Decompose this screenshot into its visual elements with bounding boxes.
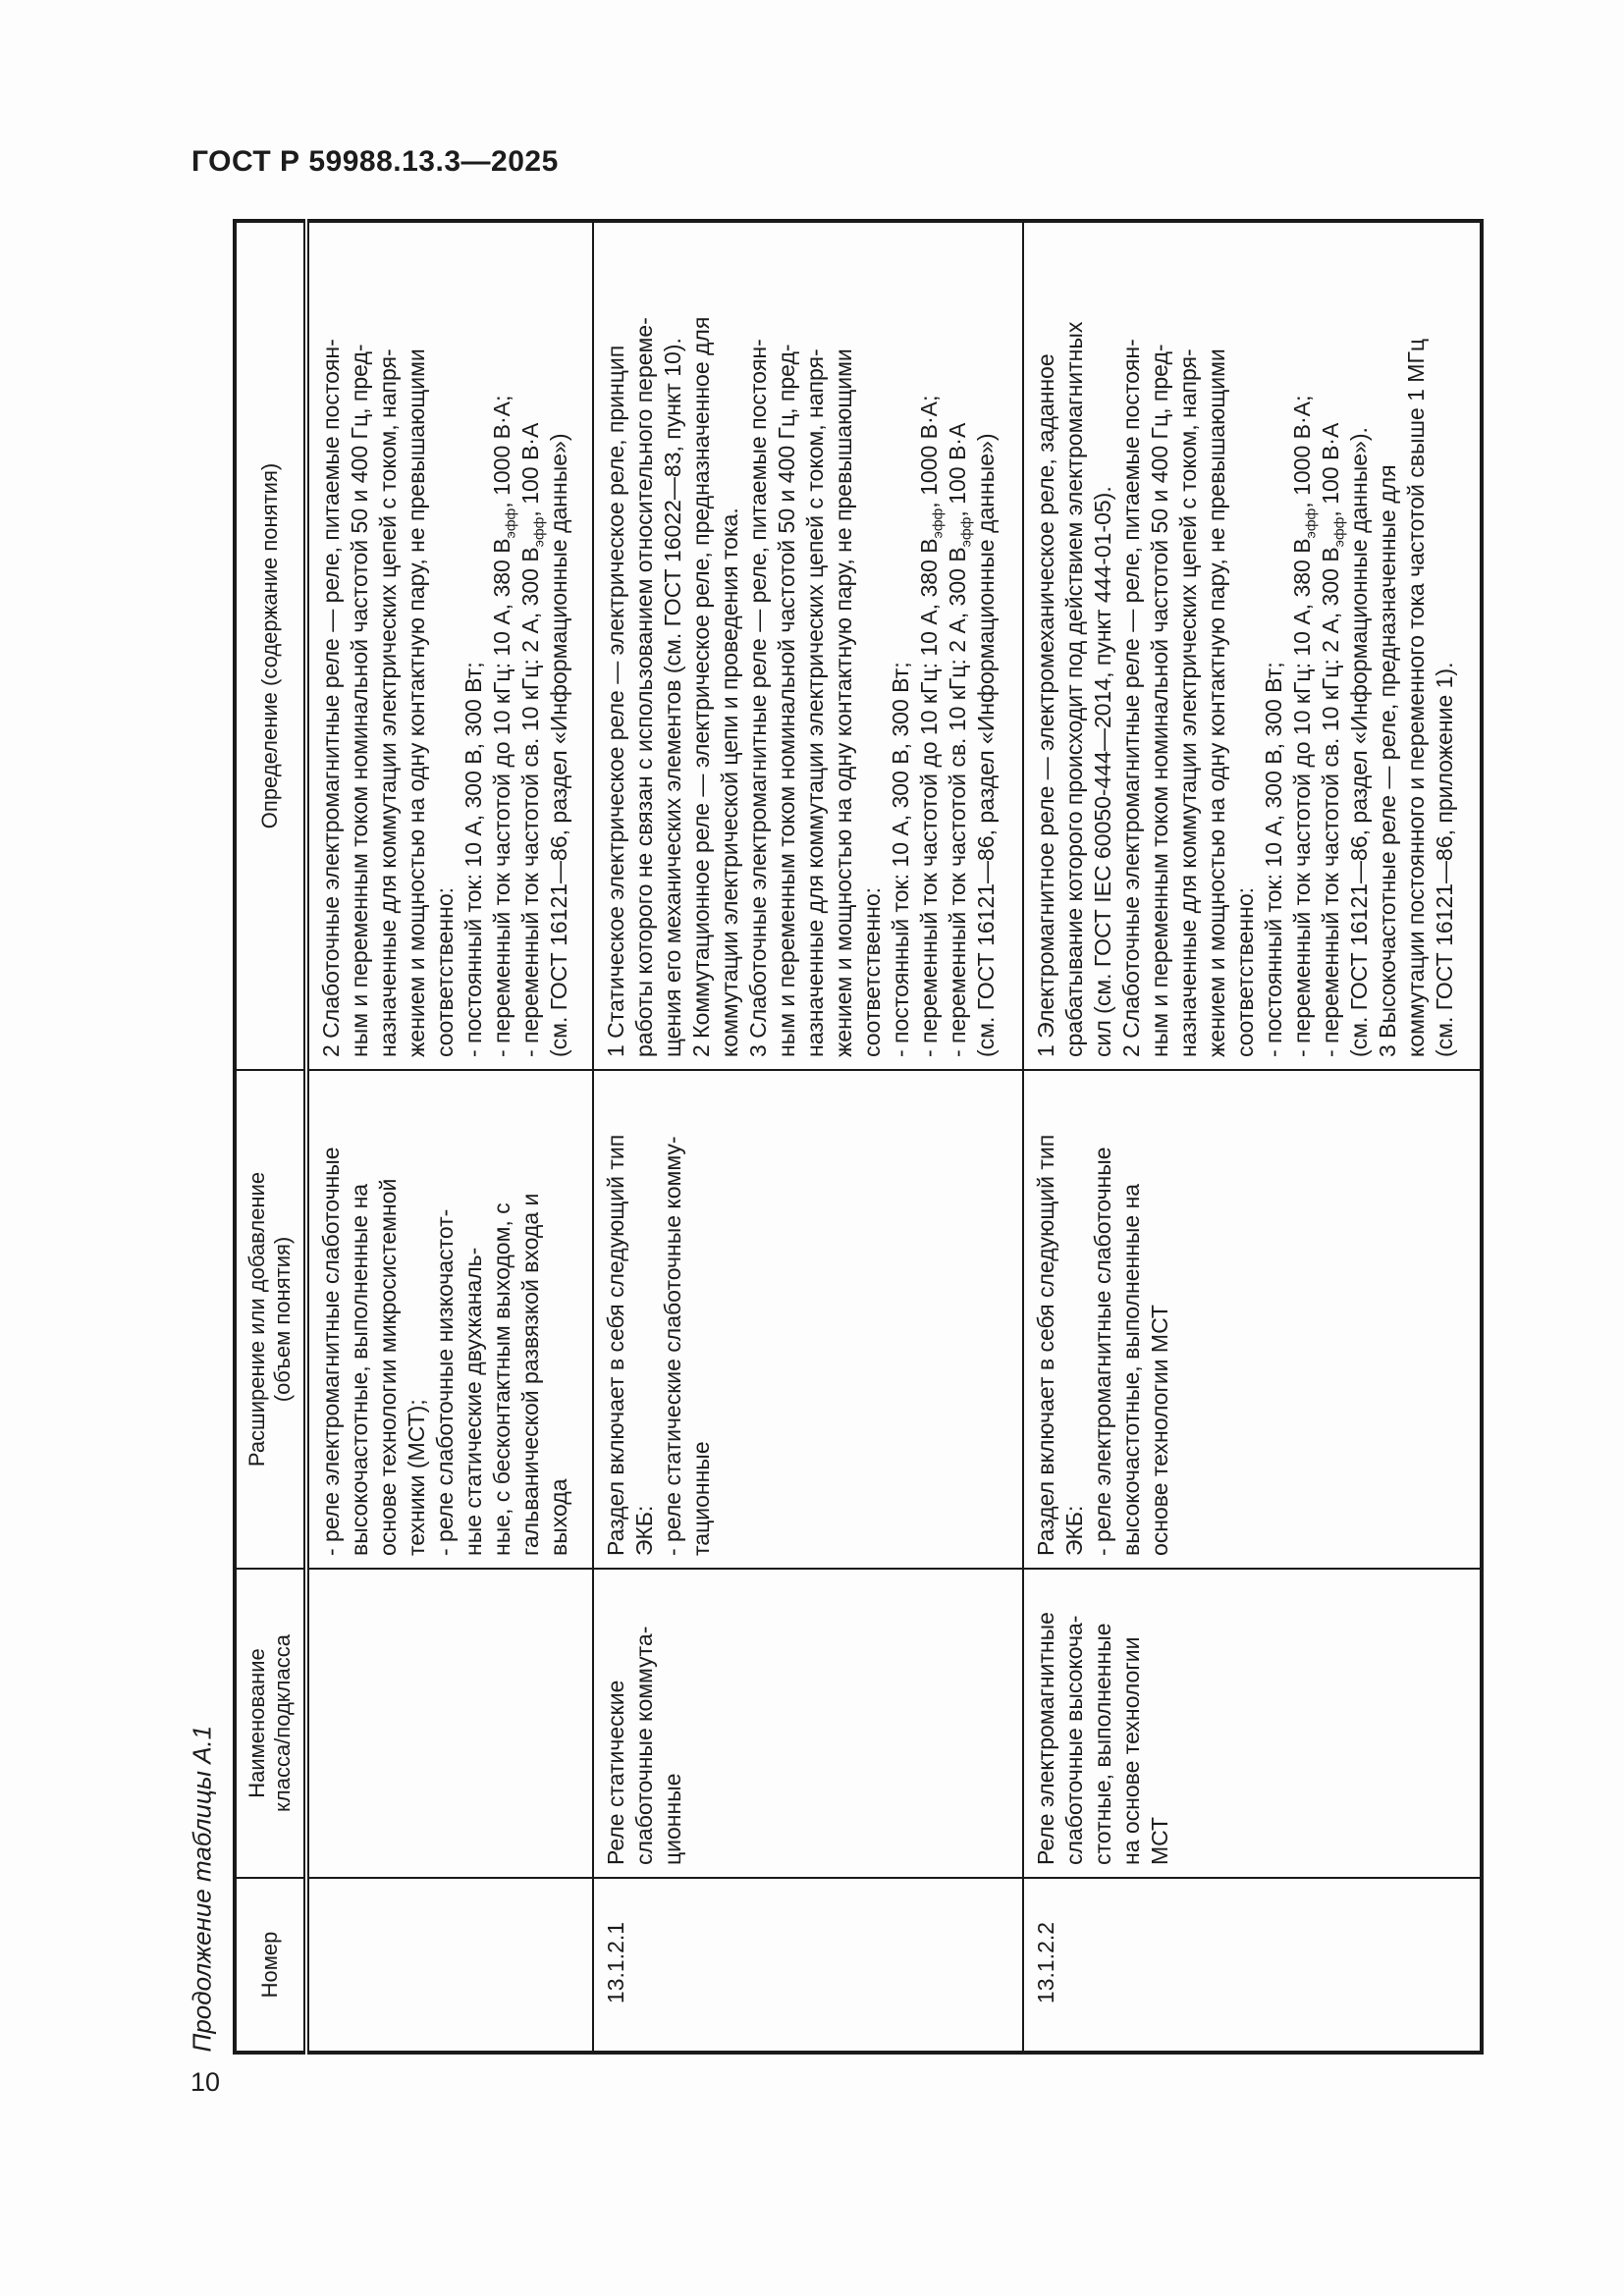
- cell-ext-row-2: Раздел включает в себя следующий тип ЭКБ: - реле статические слаботочные комму- тационные: [593, 1070, 1023, 1569]
- table-header-row: [235, 221, 306, 2053]
- cell-ext-row-1: - реле электромагнитные слаботочные высокочастотные, выполненные на основе технологии микросистемной техники (МСТ); - реле слаботочные низкочастот- ные статические двухканаль- ные, с бесконтактным выходом, с гальванической развязкой входа и выхода: [306, 1070, 593, 1569]
- table-row-1: [306, 221, 593, 2053]
- cell-def-row-2: 1 Статическое электрическое реле — электрическое реле, принцип работы которого не связан с использованием относительного переме- щения его механических элементов (см. ГОСТ 16022—83, пункт 10). 2 Коммутационное реле — электрическое реле, предназначенное для коммутации электрической цепи и проведения тока. 3 Слаботочные электромагнитные реле — реле, питаемые постоян- ным и переменным током номинальной частотой 50 и 400 Гц, пред- назначенные для коммутации электрических цепей с током, напря- жением и мощностью на одну контактную пару, не превышающими соответственно: - постоянный ток: 10 А, 300 В, 300 Вт; - переменный ток частотой до 10 кГц: 10 А, 380 $В_{эфф}$, 1000 В·А; - переменный ток частотой св. 10 кГц: 2 А, 300 $В_{эфф}$, 100 В·А (см. ГОСТ 16121—86, раздел «Информационные данные»): [593, 221, 1023, 1070]
- table-row-2: [593, 221, 1023, 2053]
- rotated-table-container: [233, 223, 1480, 2055]
- cell-name-row-3: Реле электромагнитные слаботочные высокоча- стотные, выполненные на основе технологии МСТ: [1023, 1569, 1482, 1878]
- table-continuation-caption: Продолжение таблицы А.1: [187, 1725, 217, 2053]
- cell-name-row-2: Реле статические слаботочные коммута- ционные: [593, 1569, 1023, 1878]
- cell-ext-row-3: Раздел включает в себя следующий тип ЭКБ: - реле электромагнитные слаботочные высокочастотные, выполненные на основе технологии МСТ: [1023, 1070, 1482, 1569]
- column-header-num: Номер: [235, 1878, 306, 2053]
- cell-num-row-1: [306, 1878, 593, 2053]
- classification-table: [233, 219, 1484, 2055]
- cell-name-row-1: [306, 1569, 593, 1878]
- page-number: 10: [190, 2067, 221, 2097]
- column-header-ext: Расширение или добавление (объем понятия): [235, 1070, 306, 1569]
- table-row-3: [1023, 221, 1482, 2053]
- cell-def-row-1: 2 Слаботочные электромагнитные реле — реле, питаемые постоян- ным и переменным током номинальной частотой 50 и 400 Гц, пред- назначенные для коммутации электрических цепей с током, напря- жением и мощностью на одну контактную пару, не превышающими соответственно: - постоянный ток: 10 А, 300 В, 300 Вт; - переменный ток частотой до 10 кГц: 10 А, 380 $В_{эфф}$, 1000 В·А; - переменный ток частотой св. 10 кГц: 2 А, 300 $В_{эфф}$, 100 В·А (см. ГОСТ 16121—86, раздел «Информационные данные»): [306, 221, 593, 1070]
- standard-reference: ГОСТ Р 59988.13.3—2025: [191, 145, 559, 178]
- cell-num-row-2: 13.1.2.1: [593, 1878, 1023, 2053]
- cell-def-row-3: 1 Электромагнитное реле — электромеханическое реле, заданное срабатывание которого происходит под действием электромагнитных сил (см. ГОСТ IEC 60050-444—2014, пункт 444-01-05). 2 Слаботочные электромагнитные реле — реле, питаемые постоян- ным и переменным током номинальной частотой 50 и 400 Гц, пред- назначенные для коммутации электрических цепей с током, напря- жением и мощностью на одну контактную пару, не превышающими соответственно: - постоянный ток: 10 А, 300 В, 300 Вт; - переменный ток частотой до 10 кГц: 10 А, 380 $В_{эфф}$, 1000 В·А; - переменный ток частотой св. 10 кГц: 2 А, 300 $В_{эфф}$, 100 В·А (см. ГОСТ 16121—86, раздел «Информационные данные»). 3 Высокочастотные реле — реле, предназначенные для коммутации постоянного и переменного тока частотой свыше 1 МГц (см. ГОСТ 16121—86, приложение 1).: [1023, 221, 1482, 1070]
- column-header-def: Определение (содержание понятия): [235, 221, 306, 1070]
- cell-num-row-3: 13.1.2.2: [1023, 1878, 1482, 2053]
- column-header-name: Наименование класса/подкласса: [235, 1569, 306, 1878]
